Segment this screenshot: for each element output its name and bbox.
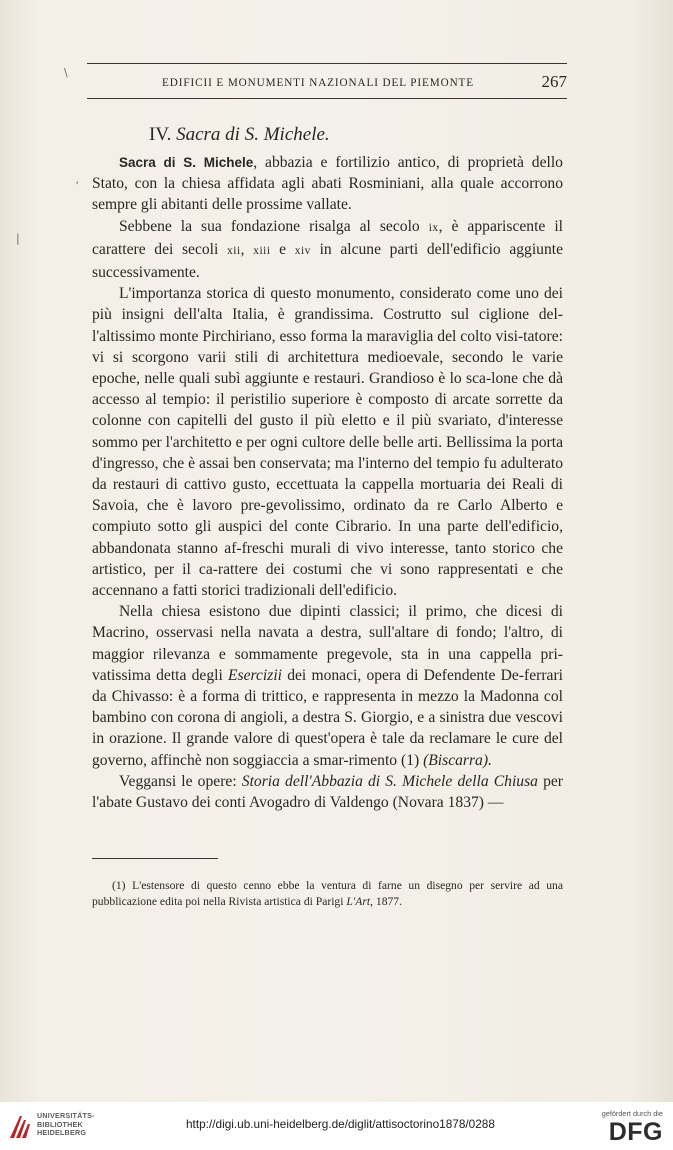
paragraph-5: [92, 771, 563, 813]
margin-mark: \: [64, 66, 68, 79]
journal-name: L'Art: [346, 894, 371, 908]
roman-numeral: xii: [227, 244, 241, 257]
paragraph-2-text-e: in alcune parti dell'edificio aggiunte successivamente.: [92, 240, 564, 282]
footnote: [92, 878, 563, 909]
paragraph-5-text-b: per l'abate Gustavo dei conti Avogadro di Valdengo (Novara 1837) —: [92, 772, 563, 812]
margin-mark: |: [16, 232, 20, 245]
paragraph-4-text-b: dei monaci, opera di Defendente De-ferrari da Chivasso: è a forma di trittico, e rappresenta in mezzo la Madonna col bambino con corona di angioli, a destra S. Giorgio, e a sinistra due vescovi in orazione. Il grande valore di quest'opera è tale da reclamare le cure del governo, affinchè non soggiaccia a smar-rimento (1): [92, 666, 563, 769]
paragraph-2-text-b: , è appariscente il carattere dei secoli: [92, 217, 563, 258]
footnote-rule: [92, 858, 218, 859]
page-number: 267: [541, 72, 567, 91]
footnote-text-a: (1) L'estensore di questo cenno ebbe la ventura di farne un disegno per servire ad una pubblicazione edita poi nella Rivista artistica di Parigi: [92, 879, 563, 908]
lead-term: Sacra di S. Michele: [119, 155, 254, 170]
running-head: [92, 68, 567, 96]
italic-term: Esercizii: [228, 666, 282, 684]
paragraph-1: [92, 152, 563, 216]
roman-numeral: xiv: [294, 244, 311, 257]
university-library-logo[interactable]: [8, 1112, 33, 1140]
section-numeral: IV.: [149, 124, 172, 145]
paragraph-3: L'importanza storica di questo monumento, considerato come uno dei più insigni dell'alta Italia, è grandissima. Costrutto sul ciglione del-l'altissimo monte Pirchiriano, esso forma la maraviglia del colto visi-tatore: vi si scorgono varii stili di architettura medioevale, secondo le varie epoche, nelle quali subì aggiunte e restauri. Grandioso è lo sca-lone che dà accesso al tempio: il peristilio superiore è composto di arcate sorrette da colonne con capitelli del gusto il più eletto e il più svariato, d'interesse sommo per l'architetto e per ogni cultore delle belle arti. Bellissima la porta d'ingresso, che è assai ben conservata; ma l'interno del tempio fu adulterato da restauri di cattivo gusto, eccettuata la cappella mortuaria dei Reali di Savoia, che è lavoro pre-gevolissimo, ordinato da re Carlo Alberto e compiuto sotto gli auspici del conte Cibrario. In una parte dell'edificio, abbandonata stanno af-freschi murali di vivo interesse, tanto storico che artistico, per il ca-rattere dei costumi che vi sono rappresentati e che accennano a fatti storici tradizionali dell'edificio.: [92, 285, 563, 600]
institution-name: [37, 1112, 95, 1138]
footnote-text-b: , 1877.: [370, 894, 402, 908]
paragraph-1-text: , abbazia e fortilizio antico, di proprietà dello Stato, con la chiesa affidata agli abati Rosminiani, alla quale accorrono sempre gli abitanti delle prossime vallate.: [92, 154, 563, 214]
header-top-rule: [87, 63, 567, 64]
institution-line: BIBLIOTHEK: [37, 1119, 83, 1129]
paragraph-4: [92, 601, 563, 771]
dfg-logo[interactable]: DFG: [608, 1118, 663, 1146]
body-text: [92, 152, 563, 813]
roman-numeral: xiii: [253, 244, 271, 257]
paragraph-2-text-d: e: [270, 240, 295, 258]
section-title: [149, 124, 330, 146]
viewer-footer: [0, 1102, 673, 1150]
paragraph-5-text-a: Veggansi le opere:: [119, 772, 242, 790]
permalink-url[interactable]: http://digi.ub.uni-heidelberg.de/diglit/attisoctorino1878/0288: [186, 1117, 495, 1131]
funded-by-label: gefördert durch die: [601, 1109, 663, 1118]
institution-line: UNIVERSITÄTS-: [37, 1111, 95, 1120]
paragraph-2: [92, 216, 563, 284]
section-name: Sacra di S. Michele.: [176, 124, 330, 145]
paragraph-2-text-c: ,: [240, 240, 254, 258]
citation: (Biscarra).: [423, 751, 492, 769]
paragraph-4-text-a: Nella chiesa esistono due dipinti classici; il primo, che dicesi di Macrino, osservasi nella navata a destra, sull'altare di fondo; l'altro, di maggior rilevanza e sommamente pregevole, sta in una cappella pri-vatissima detta degli: [92, 603, 563, 684]
running-title: EDIFICII E MONUMENTI NAZIONALI DEL PIEMONTE: [162, 77, 475, 89]
footnote-text: [92, 878, 563, 909]
header-bottom-rule: [87, 98, 567, 99]
book-title: Storia dell'Abbazia di S. Michele della Chiusa: [241, 772, 538, 790]
roman-numeral: ix: [428, 221, 439, 234]
margin-mark: ʼ: [75, 180, 79, 193]
institution-line: HEIDELBERG: [37, 1128, 87, 1138]
paragraph-2-text-a: Sebbene la sua fondazione risalga al secolo: [119, 217, 429, 235]
